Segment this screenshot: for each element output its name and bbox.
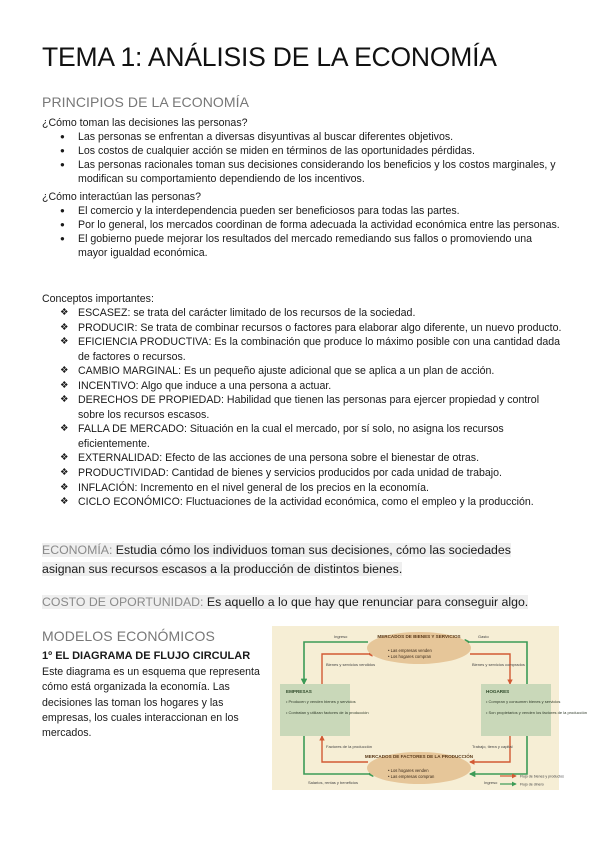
- goods-market-line: • Los hogares compran: [388, 654, 432, 659]
- question-interactuan: ¿Cómo interactúan las personas?: [42, 191, 201, 203]
- list-item: ❖ PRODUCTIVIDAD: Cantidad de bienes y servicios producidos por cada unidad de trabajo.: [42, 466, 566, 481]
- list-item: ❖ PRODUCIR: Se trata de combinar recursos o factores para elaborar algo diferente, un nuevo producto.: [42, 321, 566, 336]
- label-ingreso-top: Ingreso: [334, 634, 348, 639]
- label-factores: Factores de la producción: [326, 744, 373, 749]
- definition-text: Estudia cómo los individuos toman sus decisiones, cómo las sociedades asignan sus recursos escasos a la producción de distintos bienes.: [42, 543, 511, 576]
- subheading-flujo-circular: 1º EL DIAGRAMA DE FLUJO CIRCULAR: [42, 650, 251, 662]
- list-interactuan: [42, 204, 562, 260]
- list-decisiones: [42, 130, 562, 186]
- factors-market-line: • Los hogares venden: [388, 768, 429, 773]
- legend-goods-text: Flujo de bienes y productos: [520, 774, 564, 779]
- label-trabajo: Trabajo, tierra y capital: [472, 744, 513, 749]
- list-item: ❖ DERECHOS DE PROPIEDAD: Habilidad que tienen las personas para ejercer propiedad y control sobre los recursos escasos.: [42, 393, 566, 422]
- goods-market-line: • Las empresas venden: [388, 648, 432, 653]
- firms-title: EMPRESAS: [286, 689, 312, 694]
- definition-costo-oportunidad: [42, 593, 528, 612]
- label-bienes-comprados: Bienes y servicios comprados: [472, 662, 525, 667]
- definition-key: ECONOMÍA:: [42, 543, 113, 557]
- label-salarios: Salarios, rentas y beneficios: [308, 780, 359, 785]
- list-item: ● Por lo general, los mercados coordinan de forma adecuada la actividad económica entre las personas.: [42, 218, 562, 232]
- list-item: ● El comercio y la interdependencia pueden ser beneficiosos para todas las partes.: [42, 204, 562, 218]
- list-item: ❖ ESCASEZ: se trata del carácter limitado de los recursos de la sociedad.: [42, 306, 566, 321]
- households-title: HOGARES: [486, 689, 510, 694]
- firms-line: • Contratan y utilizan factores de la producción: [286, 710, 369, 715]
- goods-market-title: MERCADOS DE BIENES Y SERVICIOS: [377, 634, 461, 639]
- paragraph-flujo-circular: Este diagrama es un esquema que representa cómo está organizada la economía. Las decisiones las toman los hogares y las empresas, los cuales interaccionan en los mercados.: [42, 666, 260, 740]
- definition-key: COSTO DE OPORTUNIDAD:: [42, 595, 204, 609]
- list-item: ❖ CAMBIO MARGINAL: Es un pequeño ajuste adicional que se aplica a un plan de acción.: [42, 364, 566, 379]
- list-item: ● Las personas racionales toman sus decisiones considerando los beneficios y los costos marginales, y modifican su comportamiento dependiendo de los incentivos.: [42, 158, 562, 186]
- question-decisiones: ¿Cómo toman las decisiones las personas?: [42, 117, 248, 129]
- label-gasto: Gasto: [478, 634, 489, 639]
- conceptos-heading: Conceptos importantes:: [42, 293, 154, 305]
- label-ingreso-bottom: Ingreso: [484, 780, 498, 785]
- households-line: • Compran y consumen bienes y servicios: [486, 699, 561, 704]
- list-item: ❖ INFLACIÓN: Incremento en el nivel general de los precios en la economía.: [42, 481, 566, 496]
- conceptos-list: [42, 306, 566, 510]
- firms-line: • Producen y venden bienes y servicios: [286, 699, 356, 704]
- factors-market-title: MERCADOS DE FACTORES DE LA PRODUCCIÓN: [364, 754, 474, 759]
- list-item: ❖ FALLA DE MERCADO: Situación en la cual el mercado, por sí solo, no asigna los recursos eficientemente.: [42, 422, 566, 451]
- label-bienes-vendidos: Bienes y servicios vendidos: [326, 662, 376, 667]
- legend-money-text: Flujo de dinero: [520, 782, 544, 787]
- circular-flow-diagram: [272, 626, 588, 790]
- list-item: ❖ EXTERNALIDAD: Efecto de las acciones de una persona sobre el bienestar de otras.: [42, 451, 566, 466]
- list-item: ● Las personas se enfrentan a diversas disyuntivas al buscar diferentes objetivos.: [42, 130, 562, 144]
- section-heading-modelos: MODELOS ECONÓMICOS: [42, 628, 215, 644]
- page-title: TEMA 1: ANÁLISIS DE LA ECONOMÍA: [42, 42, 497, 72]
- list-item: ❖ EFICIENCIA PRODUCTIVA: Es la combinación que produce lo máximo posible con una cantidad dada de factores o recursos.: [42, 335, 566, 364]
- list-item: ● El gobierno puede mejorar los resultados del mercado remediando sus fallos o promoviendo una mayor igualdad económica.: [42, 232, 562, 260]
- section-heading-principios: PRINCIPIOS DE LA ECONOMÍA: [42, 94, 250, 110]
- definition-economia: [42, 541, 520, 578]
- definition-text: Es aquello a lo que hay que renunciar para conseguir algo.: [203, 595, 529, 609]
- list-item: ● Los costos de cualquier acción se miden en términos de las oportunidades pérdidas.: [42, 144, 562, 158]
- factors-market-line: • Las empresas compran: [388, 774, 435, 779]
- households-line: • Son propietarios y venden los factores de la producción: [486, 710, 588, 715]
- list-item: ❖ CICLO ECONÓMICO: Fluctuaciones de la actividad económica, como el empleo y la producción.: [42, 495, 566, 510]
- list-item: ❖ INCENTIVO: Algo que induce a una persona a actuar.: [42, 379, 566, 394]
